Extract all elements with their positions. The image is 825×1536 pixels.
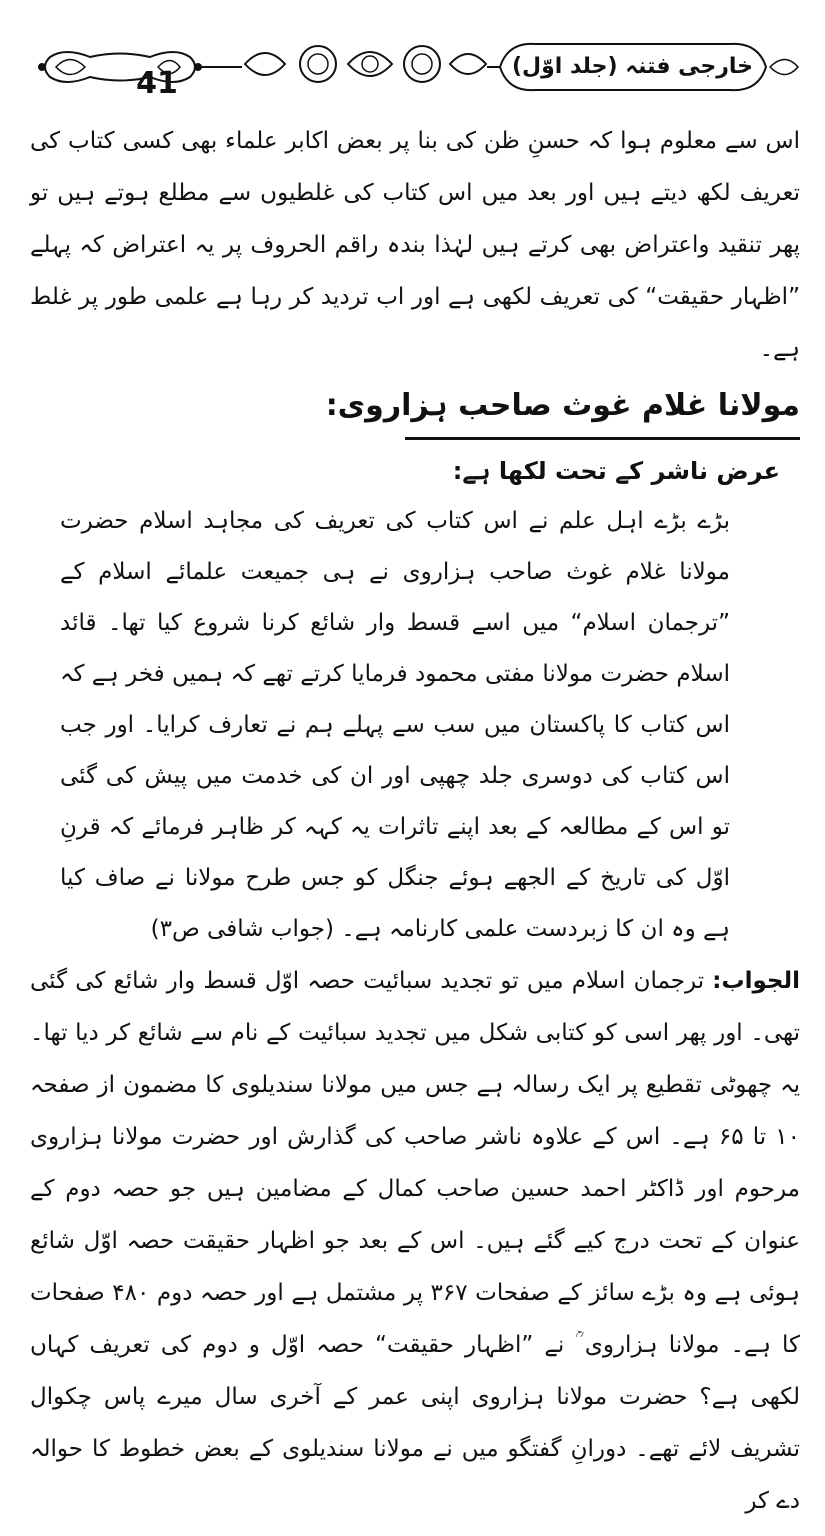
answer-label: الجواب: <box>712 968 800 994</box>
page-number: 41 <box>136 66 178 101</box>
paragraph: اس سے معلوم ہوا کہ حسنِ ظن کی بنا پر بعض اکابر علماء بھی کسی کتاب کی تعریف لکھ دیتے ہیں اور بعد میں اس کتاب کی غلطیوں سے مطلع ہوتے ہیں تو پھر تنقید واعتراض بھی کرتے ہیں لہٰذا بندہ راقم الحروف پر یہ اعتراض کہ پہلے ”اظہار حقیقت“ کی تعریف لکھی ہے اور اب تردید کر رہا ہے علمی طور پر غلط ہے۔ <box>30 128 800 362</box>
section-heading: مولانا غلام غوث صاحب ہزاروی: <box>325 388 800 423</box>
page-header <box>30 22 800 112</box>
answer-paragraph <box>30 955 800 1527</box>
block-quote: بڑے بڑے اہل علم نے اس کتاب کی تعریف کی مجاہد اسلام حضرت مولانا غلام غوث صاحب ہزاروی نے ہی جمیعت علمائے اسلام کے ”ترجمان اسلام“ میں اسے قسط وار شائع کرنا شروع کیا تھا۔ قائد اسلام حضرت مولانا مفتی محمود فرمایا کرتے تھے کہ ہمیں فخر ہے کہ اس کتاب کا پاکستان میں سب سے پہلے ہم نے تعارف کرایا۔ اور جب اس کتاب کی دوسری جلد چھپی اور ان کی خدمت میں پیش کی گئی تو اس کے مطالعہ کے بعد اپنے تاثرات یہ کہہ کر ظاہر فرمائے کہ قرنِ اوّل کی تاریخ کے الجھے ہوئے جنگل کو جس طرح مولانا نے صاف کیا ہے وہ ان کا زبردست علمی کارنامہ ہے۔ (جواب شافی ص۳) <box>60 508 730 942</box>
heading-underline <box>405 437 800 440</box>
quote-intro: عرض ناشر کے تحت لکھا ہے: <box>452 457 780 485</box>
page-content <box>30 115 800 1527</box>
answer-text: ترجمان اسلام میں تو تجدید سبائیت حصہ اوّل قسط وار شائع کی گئی تھی۔ اور پھر اسی کو کتابی شکل میں تجدید سبائیت کے نام سے شائع کر دیا تھا۔ یہ چھوٹی تقطیع پر ایک رسالہ ہے جس میں مولانا سندیلوی کا مضمون از صفحہ ۱۰ تا ۶۵ ہے۔ اس کے علاوہ ناشر صاحب کی گذارش اور حضرت مولانا ہزاروی مرحوم اور ڈاکٹر احمد حسین صاحب کمال کے مضامین ہیں جو حصہ دوم کے عنوان کے تحت درج کیے گئے ہیں۔ اس کے بعد جو اظہار حقیقت حصہ اوّل شائع ہوئی ہے وہ بڑے سائز کے صفحات ۳۶۷ پر مشتمل ہے اور حصہ دوم ۴۸۰ صفحات کا ہے۔ مولانا ہزاروی ؒ نے ”اظہار حقیقت“ حصہ اوّل و دوم کی تعریف کہاں لکھی ہے؟ حضرت مولانا ہزاروی اپنی عمر کے آخری سال میرے پاس چکوال تشریف لائے تھے۔ دورانِ گفتگو میں نے مولانا سندیلوی کے بعض خطوط کا حوالہ دے کر <box>30 968 801 1514</box>
running-title: خارجی فتنہ (جلد اوّل) <box>511 54 754 79</box>
